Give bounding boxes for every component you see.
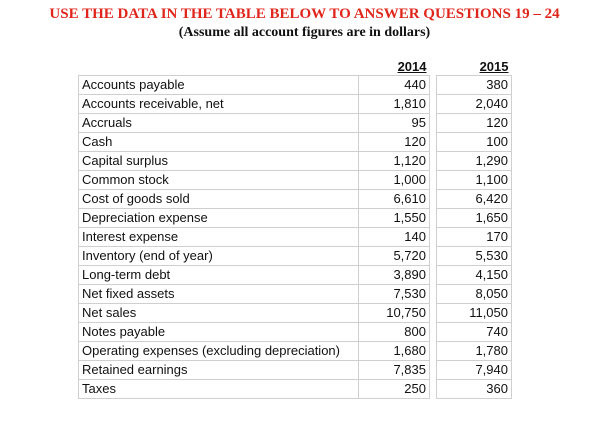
table-row (79, 114, 512, 133)
table-body (79, 76, 512, 399)
row-label: Retained earnings (79, 361, 359, 380)
row-label: Capital surplus (79, 152, 359, 171)
row-label: Long-term debt (79, 266, 359, 285)
value-2014: 1,120 (359, 152, 430, 171)
value-2015: 1,290 (437, 152, 512, 171)
value-2014: 6,610 (359, 190, 430, 209)
header-spacer (430, 57, 437, 76)
table-row (79, 247, 512, 266)
row-label: Common stock (79, 171, 359, 190)
value-2014: 5,720 (359, 247, 430, 266)
column-spacer (430, 323, 437, 342)
table-row (79, 76, 512, 95)
table-row (79, 342, 512, 361)
table-row (79, 190, 512, 209)
value-2015: 7,940 (437, 361, 512, 380)
row-label: Operating expenses (excluding depreciation) (79, 342, 359, 361)
table-row (79, 285, 512, 304)
row-label: Accruals (79, 114, 359, 133)
column-spacer (430, 304, 437, 323)
header-label-cell (79, 57, 359, 76)
value-2015: 1,650 (437, 209, 512, 228)
value-2014: 1,810 (359, 95, 430, 114)
value-2014: 1,550 (359, 209, 430, 228)
row-label: Net fixed assets (79, 285, 359, 304)
header-year-2014: 2014 (397, 59, 427, 74)
column-spacer (430, 380, 437, 399)
value-2015: 6,420 (437, 190, 512, 209)
value-2015: 1,100 (437, 171, 512, 190)
value-2014: 1,680 (359, 342, 430, 361)
column-spacer (430, 342, 437, 361)
value-2015: 1,780 (437, 342, 512, 361)
value-2015: 380 (437, 76, 512, 95)
column-spacer (430, 152, 437, 171)
row-label: Accounts payable (79, 76, 359, 95)
page-title: USE THE DATA IN THE TABLE BELOW TO ANSWER QUESTIONS 19 – 24 (49, 6, 560, 22)
row-label: Interest expense (79, 228, 359, 247)
table-header-row (79, 57, 512, 76)
value-2015: 170 (437, 228, 512, 247)
row-label: Accounts receivable, net (79, 95, 359, 114)
row-label: Taxes (79, 380, 359, 399)
column-spacer (430, 95, 437, 114)
value-2014: 10,750 (359, 304, 430, 323)
column-spacer (430, 76, 437, 95)
column-spacer (430, 133, 437, 152)
column-spacer (430, 190, 437, 209)
row-label: Cash (79, 133, 359, 152)
value-2014: 140 (359, 228, 430, 247)
row-label: Cost of goods sold (79, 190, 359, 209)
table-row (79, 380, 512, 399)
column-spacer (430, 114, 437, 133)
column-spacer (430, 209, 437, 228)
row-label: Inventory (end of year) (79, 247, 359, 266)
value-2014: 120 (359, 133, 430, 152)
value-2015: 2,040 (437, 95, 512, 114)
value-2014: 7,530 (359, 285, 430, 304)
table-row (79, 95, 512, 114)
column-spacer (430, 361, 437, 380)
column-spacer (430, 247, 437, 266)
value-2015: 8,050 (437, 285, 512, 304)
financial-data-table (78, 57, 512, 399)
page-subtitle: (Assume all account figures are in dollars) (178, 25, 431, 40)
value-2015: 11,050 (437, 304, 512, 323)
table-row (79, 209, 512, 228)
value-2015: 100 (437, 133, 512, 152)
table-row (79, 361, 512, 380)
value-2015: 740 (437, 323, 512, 342)
header-year-2015: 2015 (479, 59, 509, 74)
row-label: Depreciation expense (79, 209, 359, 228)
table-row (79, 171, 512, 190)
value-2015: 360 (437, 380, 512, 399)
column-spacer (430, 171, 437, 190)
value-2015: 4,150 (437, 266, 512, 285)
row-label: Net sales (79, 304, 359, 323)
value-2015: 120 (437, 114, 512, 133)
value-2014: 1,000 (359, 171, 430, 190)
column-spacer (430, 228, 437, 247)
column-spacer (430, 285, 437, 304)
column-spacer (430, 266, 437, 285)
value-2014: 440 (359, 76, 430, 95)
value-2014: 7,835 (359, 361, 430, 380)
table-row (79, 304, 512, 323)
table-row (79, 133, 512, 152)
table-row (79, 266, 512, 285)
value-2014: 250 (359, 380, 430, 399)
value-2014: 800 (359, 323, 430, 342)
value-2014: 3,890 (359, 266, 430, 285)
table-row (79, 228, 512, 247)
row-label: Notes payable (79, 323, 359, 342)
table-row (79, 152, 512, 171)
value-2015: 5,530 (437, 247, 512, 266)
value-2014: 95 (359, 114, 430, 133)
table-row (79, 323, 512, 342)
